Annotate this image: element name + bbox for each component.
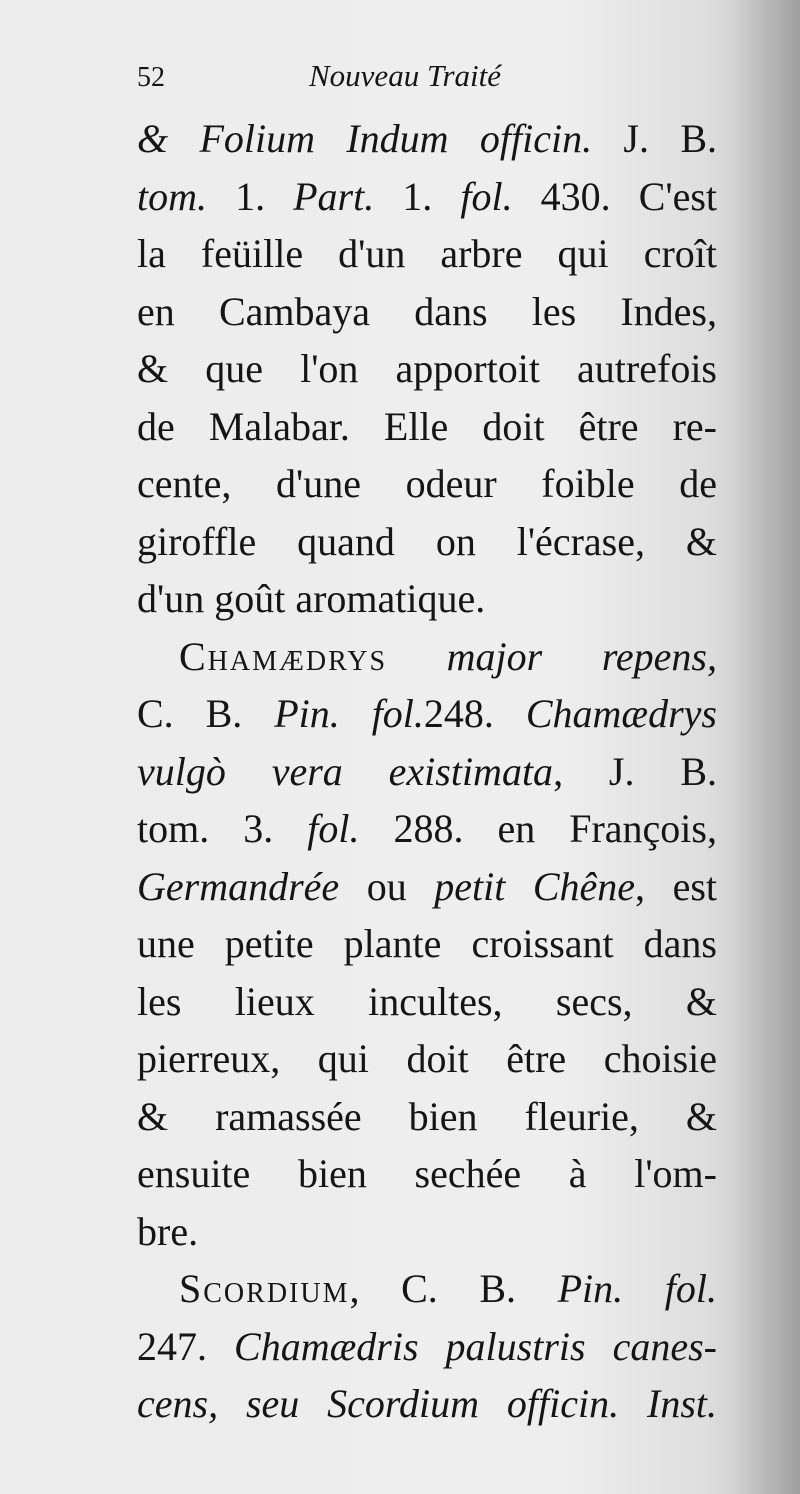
text-line-14 <box>137 858 717 916</box>
common-name: Germandrée <box>137 863 340 909</box>
text-segment: giroffle quand on l'écrase, & <box>137 518 717 564</box>
text-segment: la feüille d'un arbre qui croît <box>137 231 717 276</box>
page-edge-shadow <box>730 0 800 1494</box>
reference-number: 247. <box>137 1323 235 1369</box>
text-line-1 <box>137 110 717 168</box>
text-line-3 <box>137 225 717 283</box>
latin-name: major repens, <box>446 633 717 679</box>
reference: J. B. <box>592 116 717 161</box>
reference-fol: fol. <box>307 806 360 851</box>
text-line-16 <box>137 973 717 1031</box>
text-segment: cente, d'une odeur foible de <box>137 461 717 506</box>
reference-number: 1. <box>374 173 461 219</box>
text-line-15 <box>137 915 717 973</box>
text-line-18 <box>137 1088 717 1146</box>
text-segment: ensuite bien sechée à l'om- <box>137 1151 717 1196</box>
text-segment: ou <box>339 863 435 909</box>
text-segment: tom. 3. <box>137 806 308 851</box>
reference-fol: fol. <box>460 173 513 219</box>
reference-pin: Pin. fol. <box>274 691 424 736</box>
text-line-4 <box>137 283 717 341</box>
text-line-8 <box>137 513 717 571</box>
text-segment: d'un goût aromatique. <box>137 576 486 621</box>
text-line-19 <box>137 1145 717 1203</box>
text-segment: en Cambaya dans les Indes, <box>137 288 717 334</box>
reference-pin: Pin. fol. <box>557 1266 717 1311</box>
common-name: petit Chêne <box>434 863 636 909</box>
text-segment: de Malabar. Elle doit être re- <box>137 403 717 449</box>
reference-number: 248. <box>423 691 526 736</box>
text-segment: , C. B. <box>349 1266 558 1311</box>
latin-name: vulgò vera existimata <box>137 748 554 794</box>
text-line-6 <box>137 398 717 456</box>
text-segment: & que l'on apportoit autrefois <box>137 346 717 391</box>
text-line-20 <box>137 1203 717 1261</box>
running-title: Nouveau Traité <box>309 58 502 93</box>
text-line-2 <box>137 168 717 226</box>
text-segment: & ramassée bien fleurie, & <box>137 1093 717 1139</box>
text-segment: les lieux incultes, secs, & <box>137 978 717 1024</box>
text-line-23 <box>137 1375 717 1433</box>
text-segment: bre. <box>137 1208 199 1254</box>
page-text <box>137 58 717 1433</box>
reference-part: Part. <box>293 173 375 219</box>
plant-name: Scordium <box>179 1266 350 1311</box>
latin-name: Chamædris palustris canes- <box>234 1323 717 1369</box>
reference-tom: tom. <box>137 173 236 219</box>
page-number: 52 <box>137 62 165 93</box>
text-line-12 <box>137 743 717 801</box>
text-segment: une petite plante croissant dans <box>137 921 717 966</box>
text-line-10 <box>137 628 717 686</box>
text-line-21 <box>137 1260 717 1318</box>
latin-name: Chamædrys <box>525 691 717 736</box>
text-segment: 430. C'est <box>512 173 718 219</box>
text-line-11 <box>137 685 717 743</box>
page-header <box>137 58 717 110</box>
text-segment: , est <box>635 863 718 909</box>
text-line-17 <box>137 1030 717 1088</box>
text-segment: pierreux, qui doit être choisie <box>137 1036 717 1081</box>
reference: , J. B. <box>553 748 718 794</box>
text-line-9 <box>137 570 717 628</box>
text-line-7 <box>137 455 717 513</box>
reference-number: 1. <box>235 173 294 219</box>
text-line-22 <box>137 1318 717 1376</box>
text-line-13 <box>137 800 717 858</box>
text-segment <box>387 634 447 679</box>
text-segment: C. B. <box>137 691 275 736</box>
text-segment: 288. en François, <box>359 806 717 851</box>
latin-name: cens, seu Scordium officin. Inst. <box>137 1381 717 1426</box>
text-line-5 <box>137 340 717 398</box>
plant-name: Chamædrys <box>179 633 388 679</box>
latin-name: & Folium Indum officin. <box>137 116 593 161</box>
